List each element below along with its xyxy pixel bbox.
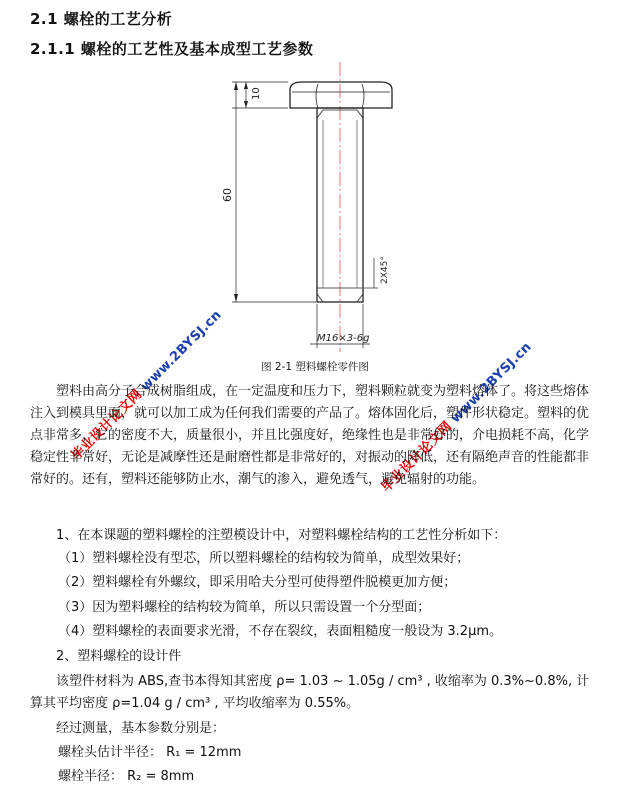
figure-caption: 图 2-1 塑料螺栓零件图	[261, 361, 369, 373]
subsection-heading: 2.1.1 螺栓的工艺性及基本成型工艺参数	[30, 40, 314, 58]
list-item: （4）塑料螺栓的表面要求光滑，不存在裂纹，表面粗糙度一般设为 3.2μm。	[58, 624, 503, 639]
list-item: （1）塑料螺栓没有型芯，所以塑料螺栓的结构较为简单，成型效果好；	[58, 551, 470, 566]
paragraph-material-b: 算其平均密度 ρ=1.04 g / cm³ , 平均收缩率为 0.55%。	[30, 696, 360, 711]
list-item: （3）因为塑料螺栓的结构较为简单，所以只需设置一个分型面；	[58, 600, 431, 615]
param-bolt-radius: 螺栓半径： R₂ = 8mm	[58, 769, 195, 784]
paragraph-design: 2、塑料螺栓的设计件	[56, 649, 182, 664]
section-heading: 2.1 螺栓的工艺分析	[30, 10, 173, 28]
dim-head-label: 10	[251, 87, 262, 100]
paragraph-measurement: 经过测量，基本参数分别是：	[56, 721, 226, 736]
list-item: （2）塑料螺栓有外螺纹，即采用哈夫分型可使得塑件脱模更加方便；	[58, 575, 457, 590]
dim-thread-label: M16×3-6g	[317, 333, 370, 344]
paragraph-material-a: 该塑件材料为 ABS,查书本得知其密度 ρ= 1.03 ~ 1.05g / cm³ , 收缩率为 0.3%~0.8%, 计	[56, 674, 590, 689]
dim-chamfer-label: 2X45°	[380, 256, 390, 284]
paragraph-process-analysis: 1、在本课题的塑料螺栓的注塑模设计中，对塑料螺栓结构的工艺性分析如下：	[56, 528, 507, 543]
dim-length-label: 60	[221, 188, 234, 202]
bolt-head	[290, 82, 392, 108]
bolt-drawing	[206, 62, 454, 356]
param-head-radius: 螺栓头估计半径： R₁ = 12mm	[58, 745, 242, 760]
watermark-left: 毕业设计论文网 www.2BYSJ.cn	[68, 307, 225, 464]
paragraph-plastic-intro: 塑料由高分子合成树脂组成，在一定温度和压力下，塑料颗粒就变为塑料熔体了。将这些熔体注入到模具里面，就可以加工成为任何我们需要的产品了。熔体固化后，塑件形状稳定。塑料的优点非常多，它的密度不大，质量很小，并且比强度好，绝缘性也是非常好的，介电损耗不高，化学稳定性非常好，无论是减摩性还是耐磨性都是非常好的，对振动的降低，还有隔绝声音的性能都非常好的。还有，塑料还能够防止水，潮气的渗入，避免透气，避免辐射的功能。	[30, 384, 590, 487]
watermark-right: 毕业设计论文网 www.2BYSJ.cn	[378, 339, 535, 496]
